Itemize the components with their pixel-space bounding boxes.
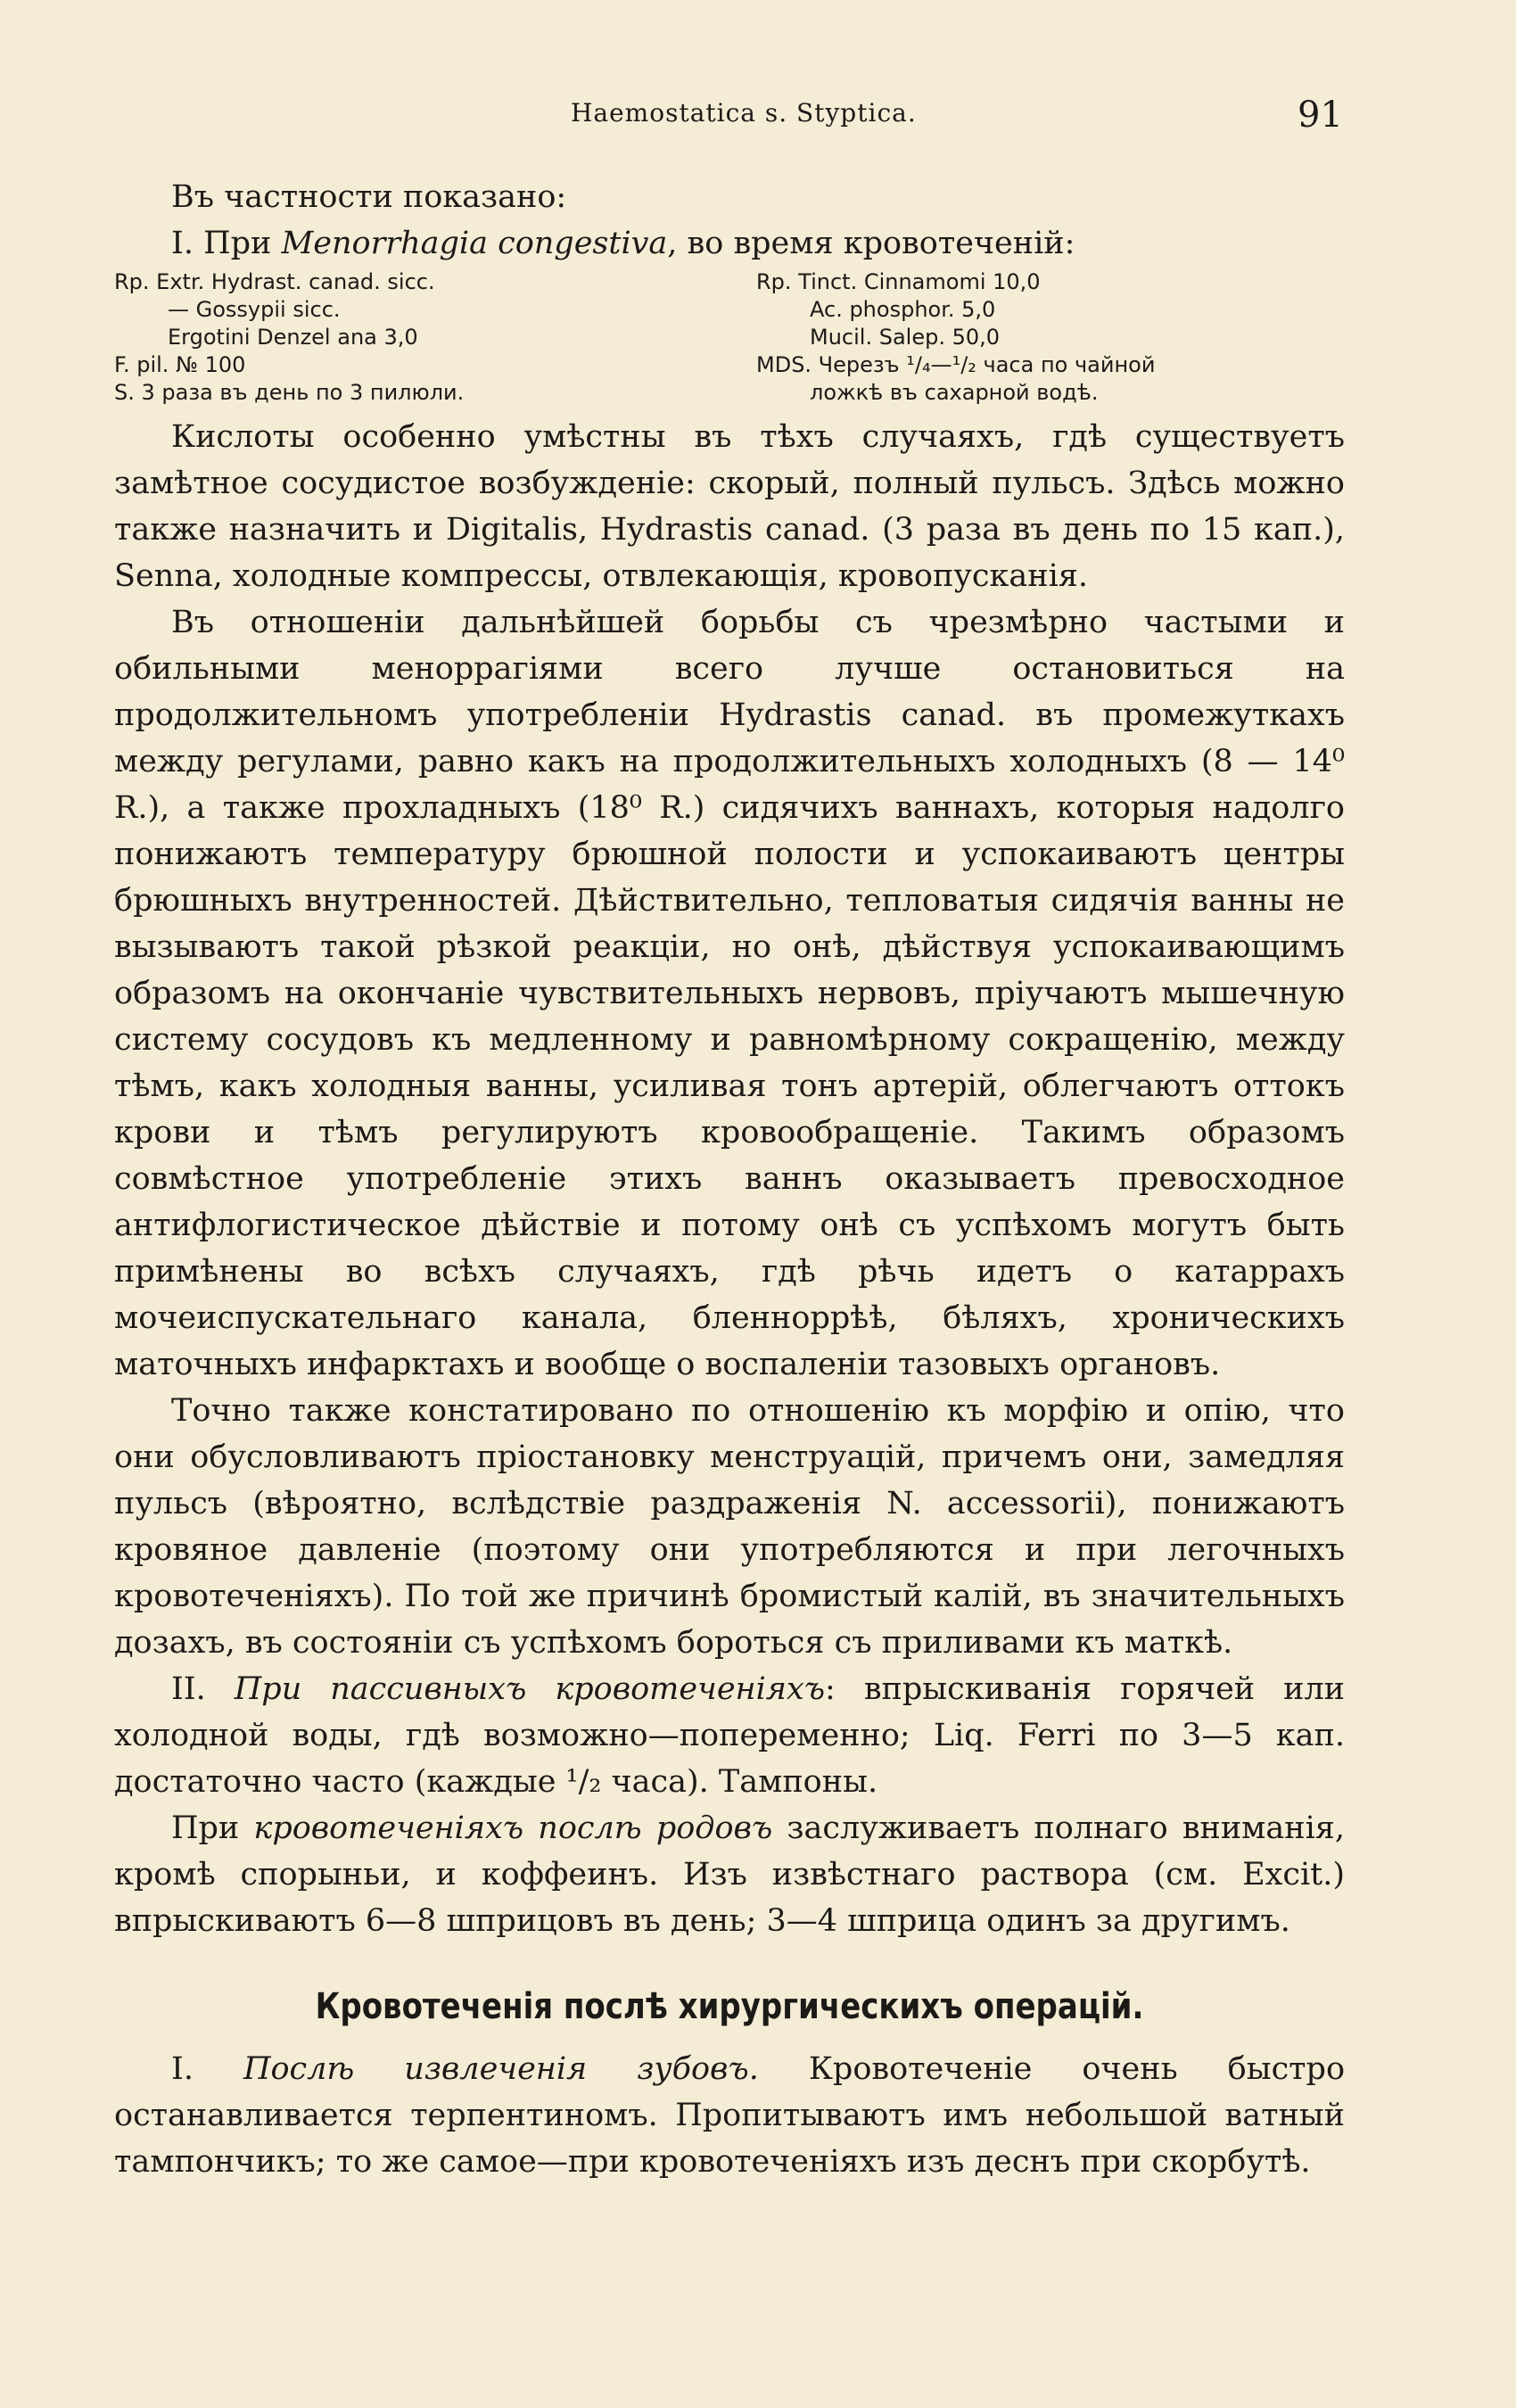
rx-line: Rp. Tinct. Cinnamomi 10,0 [756,269,1041,294]
rx-line: MDS. Черезъ ¹/₄—¹/₂ часа по чайной [756,352,1156,377]
section-3-term: Послѣ извлеченія зубовъ. [243,2051,759,2087]
postpartum-term: кровотеченіяхъ послѣ родовъ [253,1810,773,1846]
section-1-term: Menorrhagia congestiva [281,226,668,261]
paragraph-baths: Въ отношеніи дальнѣйшей борьбы съ чрезмѣрно частыми и обильными меноррагіями всего лучше остановиться на продолжительномъ употребленіи Hydrastis canad. въ промежуткахъ между регулами, равно какъ на продолжительныхъ холодныхъ (8 — 14⁰ R.), а также прохладныхъ (18⁰ R.) сидячихъ ваннахъ, которыя надолго понижаютъ температуру брюшной полости и успокаиваютъ центры брюшныхъ внутренностей. Дѣйствительно, тепловатыя сидячія ванны не вызываютъ такой рѣзкой реакціи, но онѣ, дѣйствуя успокаивающимъ образомъ на окончаніе чувствительныхъ нервовъ, пріучаютъ мышечную систему сосудовъ къ медленному и равномѣрному сокращенію, между тѣмъ, какъ холодныя ванны, усиливая тонъ артерій, облегчаютъ оттокъ крови и тѣмъ регулируютъ кровообращеніе. Такимъ образомъ совмѣстное употребленіе этихъ ваннъ оказываетъ превосходное антифлогистическое дѣйствіе и потому онѣ съ успѣхомъ могутъ быть примѣнены во всѣхъ случаяхъ, гдѣ рѣчь идетъ о катаррахъ мочеиспускательнаго канала, бленноррѣѣ, бѣляхъ, хроническихъ маточныхъ инфарктахъ и вообще о воспаленіи тазовыхъ органовъ. [114,605,1345,1382]
section-3-paragraph: I. Послѣ извлеченія зубовъ. Кровотеченіе очень быстро останавливается терпентиномъ. Пропитываютъ имъ небольшой ватный тампончикъ; то же самое—при кровотеченіяхъ изъ деснъ при скорбутѣ. [114,2051,1346,2180]
rx-line: Ac. phosphor. 5,0 [810,297,996,322]
prescription-right [703,268,1345,407]
rx-line: ложкѣ въ сахарной водѣ. [810,380,1099,405]
section-2-term: При пассивныхъ кровотеченіяхъ [234,1671,826,1707]
rx-line: — Gossypii sicc. [168,297,341,322]
rx-line: Mucil. Salep. 50,0 [810,325,1001,350]
rx-line: S. 3 раза въ день по 3 пилюли. [114,380,465,405]
section-1-heading: I. При Menorrhagia congestiva, во время кровотеченій: [171,226,1075,261]
section-2-paragraph: II. При пассивныхъ кровотеченіяхъ: впрыскиванія горячей или холодной воды, гдѣ возможно—попеременно; Liq. Ferri по 3—5 кап. достаточно часто (каждые ¹/₂ часа). Тампоны. [114,1671,1346,1800]
paragraph-morphine: Точно также констатировано по отношенію къ морфію и опію, что они обусловливаютъ пріостановку менструацій, причемъ они, замедляя пульсъ (вѣроятно, вслѣдствіе раздраженія N. accessorii), понижаютъ кровяное давленіе (поэтому они употребляются и при легочныхъ кровотеченіяхъ). По той же причинѣ бромистый калій, въ значительныхъ дозахъ, въ состояніи съ успѣхомъ бороться съ приливами къ маткѣ. [114,1393,1345,1661]
rx-line: Rp. Extr. Hydrast. canad. sicc. [114,269,435,294]
paragraph-acids: Кислоты особенно умѣстны въ тѣхъ случаяхъ, гдѣ существуетъ замѣтное сосудистое возбужденіе: скорый, полный пульсъ. Здѣсь можно также назначить и Digitalis, Hydrastis canad. (3 раза въ день по 15 кап.), Senna, холодные компрессы, отвлекающія, кровопусканія. [114,419,1345,594]
rx-line: F. pil. № 100 [114,352,246,377]
section-heading: Кровотеченія послѣ хирургическихъ операцій. [315,1986,1144,2027]
prescription-block [114,268,1345,407]
postpartum-paragraph: При кровотеченіяхъ послѣ родовъ заслуживаетъ полнаго вниманія, кромѣ спорыньи, и коффеинъ. Изъ извѣстнаго раствора (см. Excit.) впрыскиваютъ 6—8 шприцовъ въ день; 3—4 шприца одинъ за другимъ. [114,1810,1345,1939]
body-text [114,174,1345,2185]
prescription-left [114,268,703,407]
page-number: 91 [1298,95,1343,136]
running-title: Haemostatica s. Styptica. [571,98,917,128]
rx-line: Ergotini Denzel ana 3,0 [168,325,418,350]
intro-line: Въ частности показано: [171,179,567,215]
